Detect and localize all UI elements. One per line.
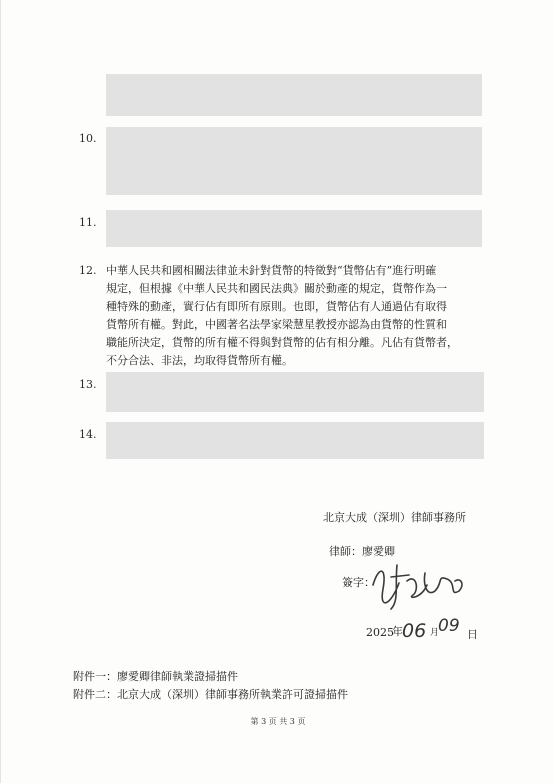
redacted-block xyxy=(106,422,484,459)
item-number: 10. xyxy=(79,132,97,145)
date-year-unit: 年 xyxy=(392,625,403,638)
paragraph-line: 中華人民共和國相關法律並未針對貨幣的特徵對“貨幣佔有”進行明確 xyxy=(106,264,437,277)
item-number: 12. xyxy=(79,264,97,277)
date-year: 2025 xyxy=(366,626,394,639)
attachment-1: 附件一：廖愛卿律師執業證掃描件 xyxy=(73,670,238,683)
date-month-unit: 月 xyxy=(430,628,440,638)
redacted-block xyxy=(106,372,484,412)
redacted-block xyxy=(106,210,482,247)
date-month: 06 xyxy=(402,620,427,642)
redacted-block xyxy=(106,74,482,116)
item-number: 13. xyxy=(79,378,97,391)
handwritten-signature xyxy=(369,555,469,615)
paragraph-line: 職能所決定，貨幣的所有權不得與對貨幣的佔有相分離。凡佔有貨幣者， xyxy=(106,336,458,349)
paragraph-line: 種特殊的動產，實行佔有即所有原則。也即，貨幣佔有人通過佔有取得 xyxy=(106,300,447,313)
signature-label: 簽字： xyxy=(342,576,375,589)
redacted-block xyxy=(106,127,482,195)
firm-name: 北京大成（深圳）律師事務所 xyxy=(323,511,466,524)
date-day: 09 xyxy=(438,616,460,636)
item-12-paragraph xyxy=(106,262,489,370)
paragraph-line: 貨幣所有權。對此，中國著名法學家梁慧星教授亦認為由貨幣的性質和 xyxy=(106,318,447,331)
paragraph-line: 不分合法、非法，均取得貨幣所有權。 xyxy=(106,354,293,367)
page-footer: 第 3 页 共 3 页 xyxy=(250,717,306,726)
item-number: 11. xyxy=(79,216,97,229)
paragraph-line: 規定，但根據《中華人民共和國民法典》關於動產的規定，貨幣作為一 xyxy=(106,282,447,295)
attachment-2: 附件二：北京大成（深圳）律師事務所執業許可證掃描件 xyxy=(73,688,348,701)
date-day-unit: 日 xyxy=(467,628,478,641)
item-number: 14. xyxy=(79,428,97,441)
lawyer-name: 律師：廖愛卿 xyxy=(329,545,395,558)
